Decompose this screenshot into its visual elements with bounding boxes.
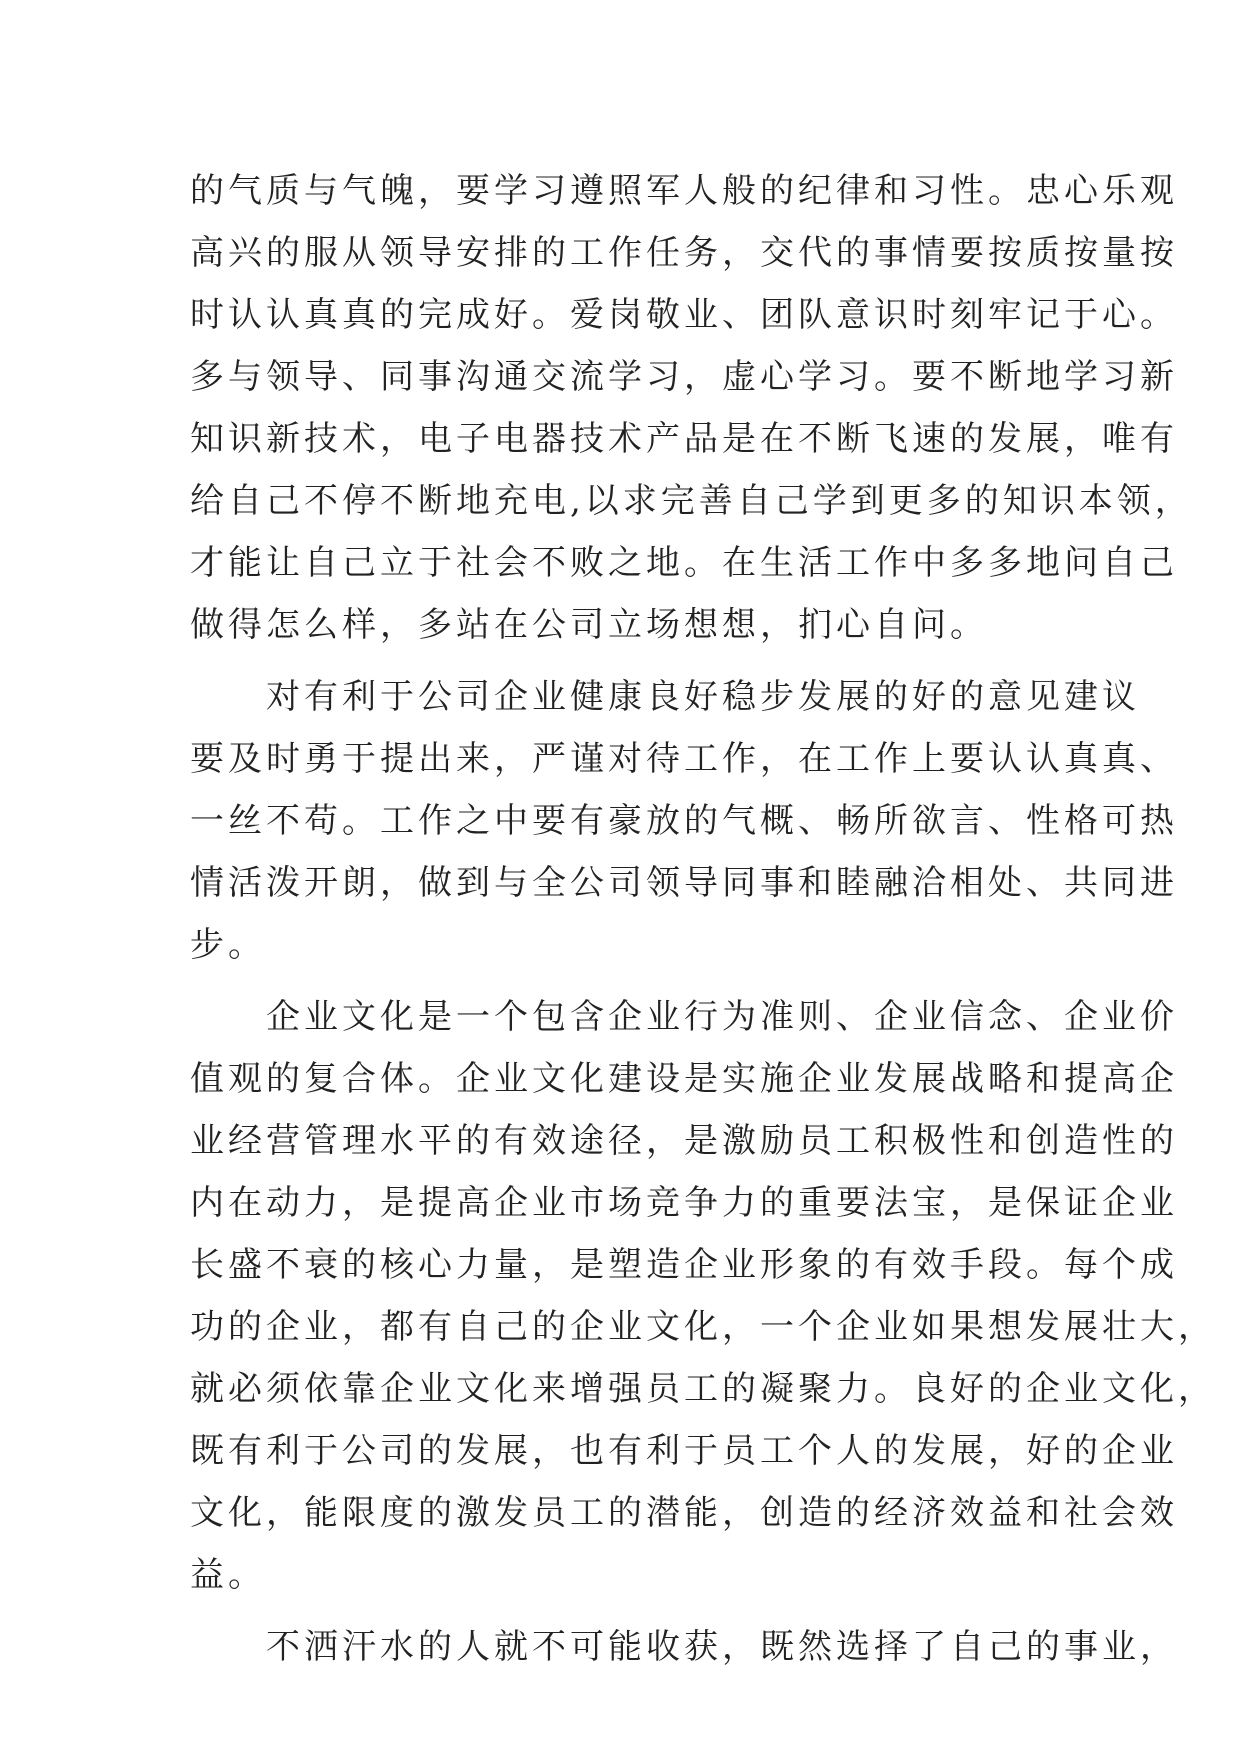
paragraph xyxy=(190,666,1178,976)
paragraph xyxy=(190,160,1193,656)
text-line: 时认认真真的完成好。爱岗敬业、团队意识时刻牢记于心。 xyxy=(190,295,1178,335)
text-line: 情活泼开朗，做到与全公司领导同事和睦融洽相处、共同进 xyxy=(190,863,1178,903)
paragraph xyxy=(190,1616,1178,1678)
text-line: 高兴的服从领导安排的工作任务，交代的事情要按质按量按 xyxy=(190,233,1178,273)
text-line: 做得怎么样，多站在公司立场想想，扪心自问。 xyxy=(190,605,988,645)
text-line: 企业文化是一个包含企业行为准则、企业信念、企业价 xyxy=(190,997,1178,1037)
text-line: 就必须依靠企业文化来增强员工的凝聚力。良好的企业文化， xyxy=(190,1369,1216,1409)
text-line: 一丝不苟。工作之中要有豪放的气概、畅所欲言、性格可热 xyxy=(190,801,1178,841)
text-line: 步。 xyxy=(190,925,266,965)
text-line: 的气质与气魄，要学习遵照军人般的纪律和习性。忠心乐观 xyxy=(190,171,1178,211)
paragraph-gap xyxy=(190,1606,1070,1616)
text-line: 既有利于公司的发展，也有利于员工个人的发展，好的企业 xyxy=(190,1431,1178,1471)
paragraph-gap xyxy=(190,976,1070,986)
text-line: 要及时勇于提出来，严谨对待工作，在工作上要认认真真、 xyxy=(190,739,1178,779)
paragraph-gap xyxy=(190,656,1070,666)
text-line: 知识新技术，电子电器技术产品是在不断飞速的发展，唯有 xyxy=(190,419,1178,459)
text-line: 对有利于公司企业健康良好稳步发展的好的意见建议 xyxy=(190,677,1140,717)
document-body xyxy=(190,160,1216,1678)
text-line: 益。 xyxy=(190,1555,266,1595)
text-line: 值观的复合体。企业文化建设是实施企业发展战略和提高企 xyxy=(190,1059,1178,1099)
text-line: 不洒汗水的人就不可能收获，既然选择了自己的事业， xyxy=(190,1627,1178,1667)
text-line: 文化，能限度的激发员工的潜能，创造的经济效益和社会效 xyxy=(190,1493,1178,1533)
paragraph xyxy=(190,986,1216,1606)
text-line: 才能让自己立于社会不败之地。在生活工作中多多地问自己 xyxy=(190,543,1178,583)
text-line: 业经营管理水平的有效途径，是激励员工积极性和创造性的 xyxy=(190,1121,1178,1161)
text-line: 内在动力，是提高企业市场竞争力的重要法宝，是保证企业 xyxy=(190,1183,1178,1223)
text-line: 给自己不停不断地充电,以求完善自己学到更多的知识本领， xyxy=(190,481,1193,521)
text-line: 功的企业，都有自己的企业文化，一个企业如果想发展壮大， xyxy=(190,1307,1216,1347)
text-line: 长盛不衰的核心力量，是塑造企业形象的有效手段。每个成 xyxy=(190,1245,1178,1285)
text-line: 多与领导、同事沟通交流学习，虚心学习。要不断地学习新 xyxy=(190,357,1178,397)
